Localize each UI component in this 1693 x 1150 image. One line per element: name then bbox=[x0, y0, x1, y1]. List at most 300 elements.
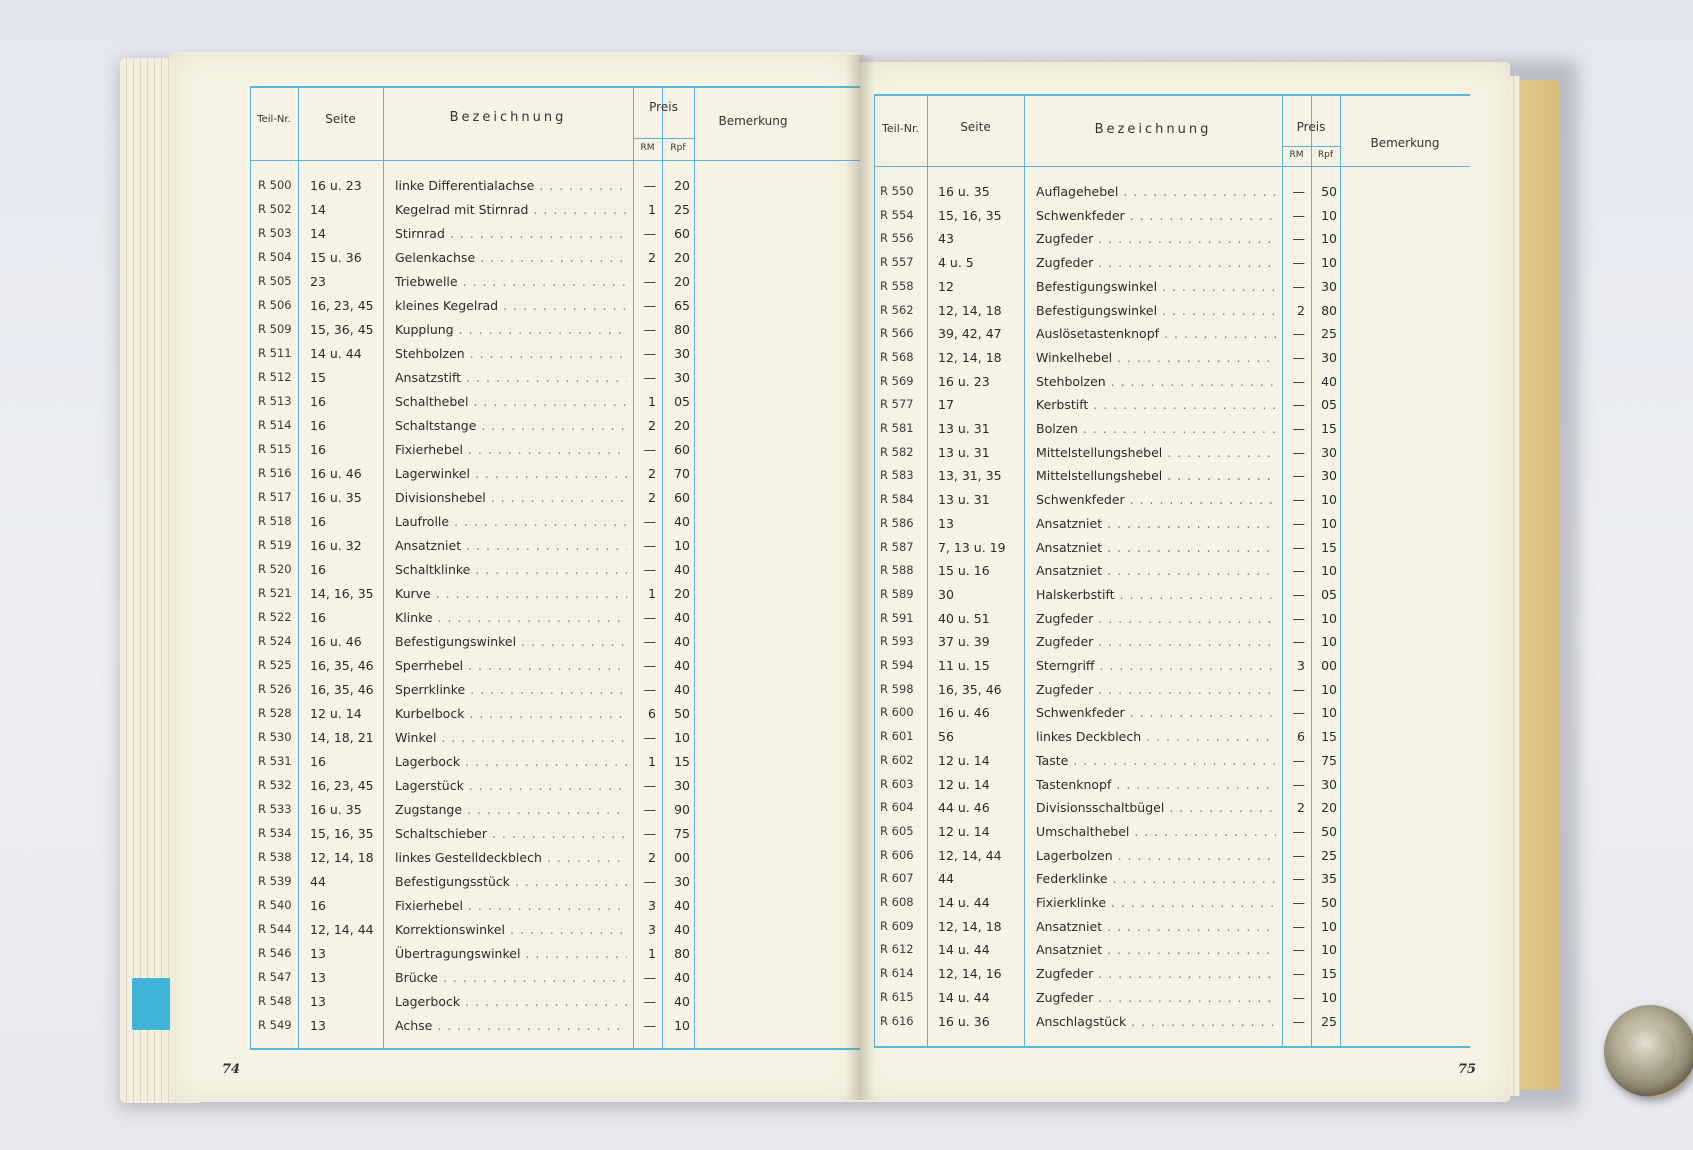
table-row bbox=[874, 251, 1470, 275]
page-ref-cell: 16 bbox=[310, 610, 326, 625]
price-rm-cell: — bbox=[643, 274, 656, 289]
description-cell: Schaltklinke . . . bbox=[395, 562, 627, 577]
price-rm-cell: — bbox=[1292, 207, 1305, 223]
table-row bbox=[874, 701, 1470, 725]
price-rm-cell: — bbox=[1292, 895, 1305, 910]
part-number-cell: R 525 bbox=[258, 658, 292, 672]
page-ref-cell: 15, 16, 35 bbox=[310, 826, 374, 841]
price-rm-cell: — bbox=[1292, 373, 1305, 389]
price-rm-cell: — bbox=[643, 970, 656, 985]
price-rpf-cell: 80 bbox=[1321, 302, 1337, 318]
part-number-cell: R 609 bbox=[880, 918, 914, 933]
price-rpf-cell: 30 bbox=[1321, 444, 1337, 460]
description-cell: Bolzen . . . bbox=[1036, 421, 1276, 436]
description-cell: Übertragungswinkel . . . bbox=[395, 946, 627, 961]
price-rpf-cell: 10 bbox=[1321, 918, 1337, 934]
price-rpf-cell: 50 bbox=[1321, 184, 1337, 199]
right-page bbox=[860, 62, 1510, 1102]
description-cell: Winkel . . . bbox=[395, 730, 627, 745]
description-cell: Zugfeder . . . bbox=[1036, 990, 1276, 1005]
page-number-left: 74 bbox=[222, 1062, 241, 1077]
price-rm-cell: 2 bbox=[648, 250, 656, 265]
part-number-cell: R 524 bbox=[258, 634, 292, 648]
price-rpf-cell: 10 bbox=[1321, 989, 1337, 1005]
header-bemerkung: Bemerkung bbox=[1370, 136, 1440, 150]
price-rm-cell: — bbox=[1292, 634, 1305, 650]
header-bezeichnung: Bezeichnung bbox=[1094, 122, 1212, 137]
page-ref-cell: 7, 13 u. 19 bbox=[938, 539, 1006, 555]
part-number-cell: R 533 bbox=[258, 802, 292, 816]
price-rm-cell: 3 bbox=[648, 898, 656, 913]
page-ref-cell: 12, 14, 44 bbox=[938, 847, 1002, 863]
page-ref-cell: 16 u. 35 bbox=[310, 490, 362, 505]
table-row bbox=[874, 559, 1470, 583]
part-number-cell: R 606 bbox=[880, 847, 914, 862]
part-number-cell: R 550 bbox=[880, 184, 914, 198]
description-cell: Befestigungswinkel . . . bbox=[1036, 279, 1276, 294]
price-rpf-cell: 10 bbox=[1321, 634, 1337, 650]
part-number-cell: R 577 bbox=[880, 397, 914, 412]
part-number-cell: R 556 bbox=[880, 231, 914, 246]
price-rpf-cell: 20 bbox=[674, 250, 690, 265]
price-rpf-cell: 75 bbox=[674, 826, 690, 841]
table-row bbox=[250, 846, 890, 870]
price-rm-cell: 2 bbox=[648, 418, 656, 433]
page-ref-cell: 15 bbox=[310, 370, 326, 385]
price-rpf-cell: 30 bbox=[1321, 349, 1337, 365]
page-ref-cell: 12 u. 14 bbox=[310, 706, 362, 721]
price-rm-cell: — bbox=[643, 826, 656, 841]
price-rm-cell: — bbox=[643, 658, 656, 673]
table-row bbox=[250, 438, 890, 462]
parts-table-left bbox=[250, 86, 890, 1050]
table-row bbox=[874, 867, 1470, 891]
description-cell: Schwenkfeder . . . bbox=[1036, 492, 1276, 507]
page-ref-cell: 16, 23, 45 bbox=[310, 778, 374, 793]
price-rm-cell: — bbox=[643, 298, 656, 313]
price-rpf-cell: 60 bbox=[674, 226, 690, 241]
header-rpf: Rpf bbox=[1317, 150, 1334, 160]
part-number-cell: R 505 bbox=[258, 274, 292, 288]
price-rpf-cell: 15 bbox=[1321, 421, 1337, 436]
part-number-cell: R 614 bbox=[880, 966, 914, 981]
table-row bbox=[874, 464, 1470, 488]
price-rpf-cell: 10 bbox=[1321, 231, 1337, 247]
price-rm-cell: — bbox=[1292, 989, 1305, 1005]
part-number-cell: R 584 bbox=[880, 492, 914, 507]
page-ref-cell: 14 u. 44 bbox=[310, 346, 362, 361]
page-ref-cell: 14 u. 44 bbox=[938, 942, 990, 958]
part-number-cell: R 594 bbox=[880, 658, 914, 672]
description-cell: Lagerbock . . . bbox=[395, 994, 627, 1009]
description-cell: Korrektionswinkel . . . bbox=[395, 922, 627, 937]
part-number-cell: R 539 bbox=[258, 874, 292, 888]
part-number-cell: R 519 bbox=[258, 538, 292, 552]
price-rpf-cell: 20 bbox=[674, 418, 690, 433]
description-cell: Schwenkfeder . . . bbox=[1036, 208, 1276, 223]
part-number-cell: R 608 bbox=[880, 895, 914, 909]
price-rpf-cell: 70 bbox=[674, 466, 690, 481]
price-rm-cell: — bbox=[1292, 705, 1305, 721]
description-cell: Kurve . . . bbox=[395, 586, 627, 601]
price-rpf-cell: 40 bbox=[674, 898, 690, 913]
price-rpf-cell: 10 bbox=[1321, 515, 1337, 531]
part-number-cell: R 582 bbox=[880, 444, 914, 459]
price-rpf-cell: 50 bbox=[1321, 823, 1337, 839]
description-cell: Triebwelle . . . bbox=[395, 274, 627, 289]
price-rm-cell: 1 bbox=[648, 946, 656, 961]
page-ref-cell: 13 bbox=[310, 946, 326, 961]
price-rpf-cell: 30 bbox=[674, 370, 690, 385]
price-rpf-cell: 20 bbox=[674, 274, 690, 289]
part-number-cell: R 531 bbox=[258, 754, 292, 768]
price-rm-cell: 1 bbox=[648, 202, 656, 217]
page-ref-cell: 16 u. 23 bbox=[938, 373, 990, 389]
part-number-cell: R 602 bbox=[880, 752, 914, 767]
price-rm-cell: — bbox=[643, 1018, 656, 1033]
table-row bbox=[250, 894, 890, 918]
table-row bbox=[250, 510, 890, 534]
price-rpf-cell: 30 bbox=[674, 778, 690, 793]
description-cell: Zugfeder . . . bbox=[1036, 255, 1276, 270]
table-row bbox=[874, 1010, 1470, 1034]
page-ref-cell: 15 u. 16 bbox=[938, 563, 990, 579]
price-rpf-cell: 50 bbox=[1321, 895, 1337, 910]
table-row bbox=[250, 366, 890, 390]
description-cell: Zugstange . . . bbox=[395, 802, 627, 817]
part-number-cell: R 534 bbox=[258, 826, 292, 840]
table-row bbox=[250, 870, 890, 894]
header-bemerkung: Bemerkung bbox=[718, 114, 788, 128]
page-ref-cell: 12 bbox=[938, 278, 954, 294]
price-rm-cell: — bbox=[643, 442, 656, 457]
price-rpf-cell: 30 bbox=[1321, 776, 1337, 792]
header-bezeichnung: Bezeichnung bbox=[449, 110, 567, 125]
header-rm: RM bbox=[1289, 150, 1304, 160]
price-rm-cell: — bbox=[1292, 444, 1305, 460]
table-row bbox=[250, 270, 890, 294]
description-cell: Lagerwinkel . . . bbox=[395, 466, 627, 481]
description-cell: Anschlagstück . . . bbox=[1036, 1014, 1276, 1029]
part-number-cell: R 502 bbox=[258, 202, 292, 216]
price-rm-cell: — bbox=[1292, 752, 1305, 768]
description-cell: Sperrklinke . . . bbox=[395, 682, 627, 697]
price-rm-cell: — bbox=[643, 178, 656, 193]
page-ref-cell: 16 u. 46 bbox=[310, 466, 362, 481]
table-row bbox=[874, 678, 1470, 702]
price-rm-cell: — bbox=[1292, 776, 1305, 792]
header-preis: Preis bbox=[649, 100, 678, 114]
table-row bbox=[874, 820, 1470, 844]
two-euro-coin bbox=[1604, 1005, 1693, 1097]
description-cell: linkes Deckblech . . . bbox=[1036, 729, 1276, 744]
description-cell: Tastenknopf . . . bbox=[1036, 777, 1276, 792]
price-rm-cell: — bbox=[1292, 563, 1305, 579]
price-rpf-cell: 50 bbox=[674, 706, 690, 721]
description-cell: Zugfeder . . . bbox=[1036, 634, 1276, 649]
table-row bbox=[874, 536, 1470, 560]
page-ref-cell: 16 bbox=[310, 394, 326, 409]
description-cell: Mittelstellungshebel . . . bbox=[1036, 445, 1276, 460]
page-ref-cell: 16, 35, 46 bbox=[310, 682, 374, 697]
price-rm-cell: — bbox=[1292, 349, 1305, 365]
part-number-cell: R 516 bbox=[258, 466, 292, 480]
price-rpf-cell: 30 bbox=[1321, 278, 1337, 294]
header-preis: Preis bbox=[1296, 120, 1326, 134]
table-row bbox=[874, 204, 1470, 228]
price-rpf-cell: 10 bbox=[1321, 255, 1337, 271]
page-ref-cell: 56 bbox=[938, 729, 954, 745]
price-rm-cell: — bbox=[643, 514, 656, 529]
price-rpf-cell: 25 bbox=[1321, 847, 1337, 863]
page-ref-cell: 40 u. 51 bbox=[938, 610, 990, 626]
price-rpf-cell: 25 bbox=[674, 202, 690, 217]
price-rpf-cell: 10 bbox=[1321, 705, 1337, 721]
price-rpf-cell: 75 bbox=[1321, 752, 1337, 768]
page-ref-cell: 14 bbox=[310, 202, 326, 217]
page-ref-cell: 16 u. 36 bbox=[938, 1013, 990, 1029]
page-ref-cell: 16 bbox=[310, 514, 326, 529]
page-ref-cell: 12 u. 14 bbox=[938, 823, 990, 839]
price-rpf-cell: 60 bbox=[674, 490, 690, 505]
price-rm-cell: — bbox=[1292, 278, 1305, 294]
table-row bbox=[874, 512, 1470, 536]
part-number-cell: R 547 bbox=[258, 970, 292, 984]
price-rpf-cell: 05 bbox=[674, 394, 690, 409]
price-rm-cell: — bbox=[643, 370, 656, 385]
page-ref-cell: 16, 23, 45 bbox=[310, 298, 374, 313]
price-rm-cell: — bbox=[1292, 823, 1305, 839]
price-rpf-cell: 80 bbox=[674, 946, 690, 961]
page-ref-cell: 44 u. 46 bbox=[938, 800, 990, 816]
description-cell: Umschalthebel . . . bbox=[1036, 824, 1276, 839]
description-cell: Zugfeder . . . bbox=[1036, 966, 1276, 981]
description-cell: Stehbolzen . . . bbox=[395, 346, 627, 361]
description-cell: Kupplung . . . bbox=[395, 322, 627, 337]
page-ref-cell: 12, 14, 16 bbox=[938, 966, 1002, 982]
table-row bbox=[874, 915, 1470, 939]
header-rpf: Rpf bbox=[670, 143, 686, 153]
header-teil-nr: Teil-Nr. bbox=[257, 114, 291, 125]
table-row bbox=[250, 390, 890, 414]
part-number-cell: R 591 bbox=[880, 610, 914, 625]
description-cell: Lagerstück . . . bbox=[395, 778, 627, 793]
price-rpf-cell: 60 bbox=[674, 442, 690, 457]
table-row bbox=[874, 654, 1470, 678]
part-number-cell: R 540 bbox=[258, 898, 292, 912]
price-rm-cell: 6 bbox=[1297, 729, 1305, 745]
part-number-cell: R 500 bbox=[258, 178, 292, 192]
price-rm-cell: — bbox=[643, 634, 656, 649]
table-row bbox=[250, 918, 890, 942]
parts-table-right bbox=[874, 94, 1470, 1048]
table-row bbox=[250, 606, 890, 630]
part-number-cell: R 581 bbox=[880, 421, 914, 435]
price-rpf-cell: 10 bbox=[1321, 942, 1337, 958]
part-number-cell: R 587 bbox=[880, 539, 914, 554]
price-rpf-cell: 30 bbox=[674, 346, 690, 361]
description-cell: Lagerbock . . . bbox=[395, 754, 627, 769]
price-rpf-cell: 40 bbox=[1321, 373, 1337, 389]
price-rpf-cell: 15 bbox=[1321, 729, 1337, 745]
part-number-cell: R 548 bbox=[258, 994, 292, 1008]
part-number-cell: R 506 bbox=[258, 298, 292, 312]
page-ref-cell: 12, 14, 44 bbox=[310, 922, 374, 937]
price-rm-cell: — bbox=[1292, 468, 1305, 484]
description-cell: Laufrolle . . . bbox=[395, 514, 627, 529]
part-number-cell: R 503 bbox=[258, 226, 292, 240]
price-rm-cell: — bbox=[1292, 184, 1305, 199]
description-cell: Klinke . . . bbox=[395, 610, 627, 625]
page-ref-cell: 13 bbox=[310, 1018, 326, 1033]
table-row bbox=[874, 346, 1470, 370]
price-rpf-cell: 80 bbox=[674, 322, 690, 337]
description-cell: Sterngriff . . . bbox=[1036, 658, 1276, 673]
page-ref-cell: 16, 35, 46 bbox=[310, 658, 374, 673]
description-cell: Taste . . . bbox=[1036, 753, 1276, 768]
price-rm-cell: — bbox=[643, 994, 656, 1009]
table-row bbox=[874, 583, 1470, 607]
page-ref-cell: 15, 16, 35 bbox=[938, 207, 1002, 223]
description-cell: Schalthebel . . . bbox=[395, 394, 627, 409]
part-number-cell: R 566 bbox=[880, 326, 914, 341]
page-ref-cell: 44 bbox=[310, 874, 326, 889]
price-rm-cell: — bbox=[1292, 847, 1305, 863]
part-number-cell: R 588 bbox=[880, 563, 914, 578]
description-cell: Zugfeder . . . bbox=[1036, 611, 1276, 626]
page-ref-cell: 13, 31, 35 bbox=[938, 468, 1002, 484]
price-rm-cell: — bbox=[1292, 610, 1305, 626]
part-number-cell: R 554 bbox=[880, 207, 914, 222]
table-row bbox=[250, 534, 890, 558]
table-row bbox=[874, 441, 1470, 465]
page-ref-cell: 4 u. 5 bbox=[938, 255, 974, 271]
page-ref-cell: 12, 14, 18 bbox=[310, 850, 374, 865]
table-row bbox=[250, 294, 890, 318]
price-rpf-cell: 35 bbox=[1321, 871, 1337, 887]
part-number-cell: R 509 bbox=[258, 322, 292, 336]
page-ref-cell: 16 bbox=[310, 442, 326, 457]
page-ref-cell: 16 bbox=[310, 418, 326, 433]
description-cell: Winkelhebel . . . bbox=[1036, 350, 1276, 365]
description-cell: Kerbstift . . . bbox=[1036, 397, 1276, 412]
price-rpf-cell: 90 bbox=[674, 802, 690, 817]
part-number-cell: R 504 bbox=[258, 250, 292, 264]
table-row bbox=[874, 986, 1470, 1010]
price-rm-cell: — bbox=[1292, 586, 1305, 602]
price-rm-cell: 2 bbox=[648, 466, 656, 481]
table-row bbox=[874, 773, 1470, 797]
part-number-cell: R 511 bbox=[258, 346, 292, 360]
price-rpf-cell: 10 bbox=[1321, 610, 1337, 626]
part-number-cell: R 603 bbox=[880, 776, 914, 791]
table-row bbox=[874, 891, 1470, 915]
page-ref-cell: 13 bbox=[938, 515, 954, 531]
part-number-cell: R 558 bbox=[880, 278, 914, 293]
table-row bbox=[874, 299, 1470, 323]
page-ref-cell: 16 bbox=[310, 562, 326, 577]
table-row bbox=[874, 322, 1470, 346]
price-rm-cell: — bbox=[643, 562, 656, 577]
part-number-cell: R 515 bbox=[258, 442, 292, 456]
table-row bbox=[250, 726, 890, 750]
table-row bbox=[874, 393, 1470, 417]
table-row bbox=[874, 725, 1470, 749]
price-rpf-cell: 25 bbox=[1321, 1013, 1337, 1029]
price-rpf-cell: 40 bbox=[674, 610, 690, 625]
table-row bbox=[250, 750, 890, 774]
description-cell: Schwenkfeder . . . bbox=[1036, 705, 1276, 720]
page-ref-cell: 14 u. 44 bbox=[938, 989, 990, 1005]
page-ref-cell: 37 u. 39 bbox=[938, 634, 990, 650]
page-ref-cell: 16 bbox=[310, 898, 326, 913]
book-gutter bbox=[845, 55, 875, 1100]
page-ref-cell: 13 u. 31 bbox=[938, 492, 990, 508]
price-rm-cell: — bbox=[643, 322, 656, 337]
table-row bbox=[250, 342, 890, 366]
table-row bbox=[250, 462, 890, 486]
price-rpf-cell: 40 bbox=[674, 682, 690, 697]
price-rpf-cell: 05 bbox=[1321, 397, 1337, 413]
price-rm-cell: 2 bbox=[648, 490, 656, 505]
price-rpf-cell: 20 bbox=[674, 178, 690, 193]
part-number-cell: R 530 bbox=[258, 730, 292, 744]
description-cell: Ansatzniet . . . bbox=[1036, 540, 1276, 555]
part-number-cell: R 615 bbox=[880, 989, 914, 1004]
description-cell: Achse . . . bbox=[395, 1018, 627, 1033]
part-number-cell: R 601 bbox=[880, 729, 914, 744]
part-number-cell: R 520 bbox=[258, 562, 292, 576]
page-ref-cell: 12, 14, 18 bbox=[938, 349, 1002, 365]
price-rpf-cell: 40 bbox=[674, 994, 690, 1009]
price-rpf-cell: 40 bbox=[674, 922, 690, 937]
description-cell: Federklinke . . . bbox=[1036, 871, 1276, 886]
page-ref-cell: 16 bbox=[310, 754, 326, 769]
page-ref-cell: 16 u. 46 bbox=[938, 705, 990, 721]
part-number-cell: R 598 bbox=[880, 681, 914, 696]
description-cell: Ansatzniet . . . bbox=[1036, 919, 1276, 934]
page-ref-cell: 12 u. 14 bbox=[938, 776, 990, 792]
header-seite: Seite bbox=[325, 112, 356, 126]
page-ref-cell: 39, 42, 47 bbox=[938, 326, 1002, 342]
price-rm-cell: 3 bbox=[1297, 658, 1305, 673]
description-cell: Befestigungswinkel . . . bbox=[395, 634, 627, 649]
price-rm-cell: — bbox=[643, 682, 656, 697]
price-rm-cell: — bbox=[643, 538, 656, 553]
table-row bbox=[250, 678, 890, 702]
table-row bbox=[874, 180, 1470, 204]
part-number-cell: R 526 bbox=[258, 682, 292, 696]
part-number-cell: R 521 bbox=[258, 586, 292, 600]
price-rpf-cell: 15 bbox=[1321, 966, 1337, 982]
page-ref-cell: 16 u. 35 bbox=[310, 802, 362, 817]
price-rm-cell: — bbox=[643, 730, 656, 745]
table-row bbox=[874, 938, 1470, 962]
price-rpf-cell: 15 bbox=[1321, 539, 1337, 555]
description-cell: Stehbolzen . . . bbox=[1036, 374, 1276, 389]
description-cell: Brücke . . . bbox=[395, 970, 627, 985]
table-row bbox=[874, 488, 1470, 512]
price-rm-cell: 3 bbox=[648, 922, 656, 937]
description-cell: Ansatzstift . . . bbox=[395, 370, 627, 385]
table-row bbox=[250, 654, 890, 678]
price-rm-cell: — bbox=[1292, 942, 1305, 958]
table-row bbox=[874, 417, 1470, 441]
page-ref-cell: 15 u. 36 bbox=[310, 250, 362, 265]
description-cell: Fixierklinke . . . bbox=[1036, 895, 1276, 910]
description-cell: linke Differentialachse . . . bbox=[395, 178, 627, 193]
part-number-cell: R 544 bbox=[258, 922, 292, 936]
